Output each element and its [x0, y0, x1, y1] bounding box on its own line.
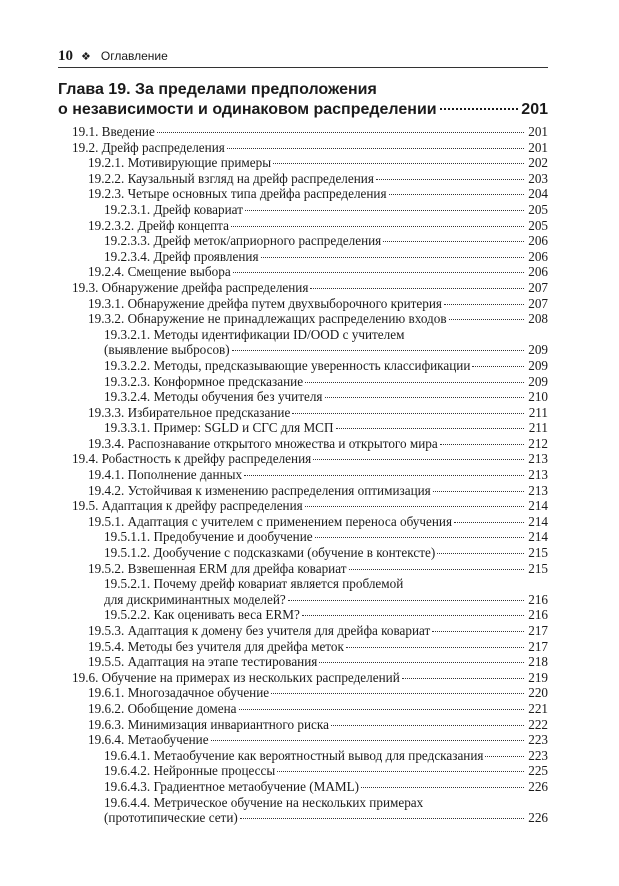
- dot-leader: [331, 725, 524, 726]
- toc-entry[interactable]: [58, 327, 548, 343]
- dot-leader: [437, 553, 524, 554]
- toc-entry[interactable]: [58, 155, 548, 171]
- toc-entry[interactable]: [58, 529, 548, 545]
- toc-entry-page: 216: [528, 591, 548, 607]
- toc-entry-page: 209: [528, 342, 548, 358]
- dot-leader: [485, 756, 524, 757]
- toc-entry[interactable]: [58, 311, 548, 327]
- toc-entry[interactable]: [58, 436, 548, 452]
- toc-entry[interactable]: [58, 124, 548, 140]
- toc-entry-title: 19.5.5. Адаптация на этапе тестирования: [88, 654, 318, 670]
- toc-entry-title: 19.5.1.2. Дообучение с подсказками (обучение в контексте): [104, 545, 436, 561]
- toc-entry-title: 19.3.2.4. Методы обучения без учителя: [104, 389, 323, 405]
- toc-entry-title: 19.6.4.1. Метаобучение как вероятностный вывод для предсказания: [104, 747, 484, 763]
- toc-entry[interactable]: [58, 810, 548, 826]
- toc-entry-page: 226: [528, 810, 548, 826]
- toc-entry-title: 19.6.4. Метаобучение: [88, 732, 209, 748]
- dot-leader: [346, 647, 524, 648]
- dot-leader: [277, 771, 524, 772]
- toc-entry-title: 19.6.4.4. Метрическое обучение на нескольких примерах: [104, 794, 424, 810]
- toc-entry-page: 213: [528, 467, 548, 483]
- dot-leader: [261, 257, 524, 258]
- toc-entry[interactable]: [58, 561, 548, 577]
- toc-entry[interactable]: [58, 233, 548, 249]
- toc-entry-title: 19.1. Введение: [72, 124, 155, 139]
- dot-leader: [432, 631, 524, 632]
- running-header: [58, 46, 548, 66]
- toc-entry-page: 226: [528, 778, 548, 794]
- toc-entry[interactable]: [58, 140, 548, 156]
- toc-entry-page: 207: [528, 279, 548, 295]
- toc-entry-title: 19.4.2. Устойчивая к изменению распределения оптимизация: [88, 482, 431, 498]
- dot-leader: [376, 179, 524, 180]
- dot-leader: [433, 491, 524, 492]
- toc-entry[interactable]: [58, 623, 548, 639]
- toc-entry-title: 19.5.2.1. Почему дрейф ковариат является проблемой: [104, 576, 404, 592]
- toc-entry[interactable]: [58, 576, 548, 592]
- toc-entry-page: 212: [528, 435, 548, 451]
- dot-leader: [440, 108, 519, 110]
- dot-leader: [310, 288, 524, 289]
- dot-leader: [313, 459, 524, 460]
- dot-leader: [444, 304, 524, 305]
- toc-entry-title: 19.6. Обучение на примерах из нескольких распределений: [72, 669, 400, 685]
- toc-entry-title: 19.3.2.2. Методы, предсказывающие уверенность классификации: [104, 357, 471, 373]
- dot-leader: [245, 210, 524, 211]
- toc-entry-page: 204: [528, 186, 548, 202]
- toc-entry-page: 214: [528, 498, 548, 514]
- chapter-title-line2-row: [58, 100, 548, 120]
- toc-entry-title: 19.2.3. Четыре основных типа дрейфа распределения: [88, 186, 387, 202]
- toc-entry[interactable]: [58, 732, 548, 748]
- toc-entry[interactable]: [58, 186, 548, 202]
- toc-entry[interactable]: [58, 358, 548, 374]
- toc-entry-page: 223: [528, 747, 548, 763]
- toc-entry-title: 19.3.2.3. Конформное предсказание: [104, 373, 304, 389]
- toc-entry-title: 19.3.2. Обнаружение не принадлежащих распределению входов: [88, 311, 447, 327]
- toc-entry-page: 206: [528, 264, 548, 280]
- dot-leader: [383, 241, 524, 242]
- toc-entry-title: 19.2.2. Каузальный взгляд на дрейф распределения: [88, 170, 374, 186]
- toc-entry-title: 19.5.1.1. Предобучение и дообучение: [104, 529, 313, 545]
- dot-leader: [240, 818, 524, 819]
- toc-entry[interactable]: [58, 483, 548, 499]
- toc-entry-title: 19.3.4. Распознавание открытого множества и открытого мира: [88, 435, 438, 451]
- toc-entry-page: 211: [528, 420, 548, 436]
- toc-entry[interactable]: [58, 779, 548, 795]
- toc-entry-title: 19.2. Дрейф распределения: [72, 139, 225, 155]
- toc-entry-page: 213: [528, 482, 548, 498]
- toc-entry-title: 19.3. Обнаружение дрейфа распределения: [72, 279, 309, 295]
- dot-leader: [227, 148, 524, 149]
- toc-entry[interactable]: [58, 467, 548, 483]
- toc-entry[interactable]: [58, 280, 548, 296]
- toc-entry[interactable]: [58, 202, 548, 218]
- dot-leader: [440, 444, 524, 445]
- dot-leader: [402, 678, 524, 679]
- toc-entry[interactable]: [58, 171, 548, 187]
- dot-leader: [449, 319, 524, 320]
- toc-entry-page: 206: [528, 248, 548, 264]
- dot-leader: [157, 132, 524, 133]
- toc-entry-page: 219: [528, 669, 548, 685]
- toc-entry[interactable]: [58, 264, 548, 280]
- toc-entry-title: 19.6.1. Многозадачное обучение: [88, 685, 270, 701]
- toc-entry[interactable]: [58, 685, 548, 701]
- toc-entry-page: 225: [528, 763, 548, 779]
- toc-entry-title: 19.5. Адаптация к дрейфу распределения: [72, 498, 303, 514]
- toc-entry[interactable]: [58, 607, 548, 623]
- chapter-title-line1: Глава 19. За пределами предположения: [58, 81, 377, 98]
- toc-entry-title: 19.2.3.2. Дрейф концепта: [88, 217, 229, 233]
- toc-entry-page: 201: [528, 124, 548, 139]
- toc-entry-title: 19.3.3.1. Пример: SGLD и СГС для МСП: [104, 420, 334, 436]
- toc-entry-page: 213: [528, 451, 548, 467]
- dot-leader: [232, 350, 524, 351]
- toc-entry-page: 211: [528, 404, 548, 420]
- dot-leader: [231, 226, 524, 227]
- chapter-title-line2: о независимости и одинаковом распределении: [58, 101, 437, 118]
- toc-entry[interactable]: [58, 405, 548, 421]
- toc-entry[interactable]: [58, 654, 548, 670]
- toc-entry-title: 19.6.4.2. Нейронные процессы: [104, 763, 276, 779]
- toc-entry-page: 205: [528, 217, 548, 233]
- toc-entry-page: 215: [528, 545, 548, 561]
- toc-entry-title: 19.2.3.1. Дрейф ковариат: [104, 201, 243, 217]
- dot-leader: [292, 413, 524, 414]
- toc-entry-page: 209: [528, 357, 548, 373]
- toc-entry-page: 215: [528, 560, 548, 576]
- dot-leader: [244, 475, 524, 476]
- toc-entry-title: 19.6.4.3. Градиентное метаобучение (MAML): [104, 778, 360, 794]
- dot-leader: [319, 662, 524, 663]
- toc-entry-title: 19.5.1. Адаптация с учителем с применением переноса обучения: [88, 513, 453, 529]
- toc-entry-page: 202: [528, 155, 548, 171]
- toc-entry[interactable]: [58, 748, 548, 764]
- toc-entry-title: 19.5.3. Адаптация к домену без учителя для дрейфа ковариат: [88, 623, 431, 638]
- toc-entry[interactable]: [58, 249, 548, 265]
- toc-entry-page: 201: [528, 139, 548, 155]
- toc-entry[interactable]: [58, 389, 548, 405]
- chapter-heading: [58, 80, 548, 120]
- dot-leader: [472, 366, 524, 367]
- toc-entry[interactable]: [58, 374, 548, 390]
- dot-leader: [336, 428, 524, 429]
- toc-entry-page: 203: [528, 170, 548, 186]
- toc-entry-title: 19.4. Робастность к дрейфу распределения: [72, 451, 312, 467]
- toc-entry-page: 223: [528, 732, 548, 748]
- page-number: 10: [58, 47, 73, 64]
- toc-entry[interactable]: [58, 763, 548, 779]
- toc-entry-title: 19.3.2.1. Методы идентификации ID/OOD с учителем: [104, 326, 405, 342]
- dot-leader: [233, 272, 524, 273]
- dot-leader: [302, 615, 524, 616]
- toc-entry-page: 208: [528, 311, 548, 327]
- dot-leader: [305, 382, 524, 383]
- toc-entry-title: 19.2.1. Мотивирующие примеры: [88, 155, 272, 171]
- toc-entry-page: 217: [528, 623, 548, 638]
- toc-entry[interactable]: [58, 218, 548, 234]
- toc-entry-title: (выявление выбросов): [104, 342, 230, 358]
- toc-entry-page: 205: [528, 201, 548, 217]
- toc-entry-title: 19.6.3. Минимизация инвариантного риска: [88, 716, 329, 732]
- toc-entry[interactable]: [58, 420, 548, 436]
- toc-entry-page: 210: [528, 389, 548, 405]
- toc-entry-title: 19.5.2.2. Как оценивать веса ERM?: [104, 607, 300, 623]
- toc-entry[interactable]: [58, 342, 548, 358]
- toc-entry[interactable]: [58, 498, 548, 514]
- toc-entry-title: 19.6.2. Обобщение домена: [88, 700, 237, 716]
- toc-entry-page: 218: [528, 654, 548, 670]
- toc-entry[interactable]: [58, 717, 548, 733]
- toc-entry-title: 19.2.3.3. Дрейф меток/априорного распределения: [104, 233, 382, 249]
- toc-entry[interactable]: [58, 639, 548, 655]
- toc-entry[interactable]: [58, 701, 548, 717]
- dot-leader: [315, 537, 524, 538]
- dot-leader: [389, 194, 524, 195]
- dot-leader: [454, 522, 524, 523]
- dot-leader: [325, 397, 525, 398]
- toc-entry-title: 19.5.4. Методы без учителя для дрейфа меток: [88, 638, 344, 654]
- dot-leader: [239, 709, 524, 710]
- toc-entry-title: 19.3.1. Обнаружение дрейфа путем двухвыборочного критерия: [88, 295, 442, 311]
- toc-entry-page: 216: [528, 607, 548, 623]
- toc-entry[interactable]: [58, 545, 548, 561]
- toc-list: [58, 124, 548, 826]
- dot-leader: [361, 787, 524, 788]
- dot-leader: [211, 740, 524, 741]
- toc-entry-title: 19.3.3. Избирательное предсказание: [88, 404, 291, 420]
- toc-entry[interactable]: [58, 795, 548, 811]
- header-rule: [58, 67, 548, 68]
- toc-entry-title: (прототипические сети): [104, 810, 238, 826]
- toc-entry-title: 19.5.2. Взвешенная ERM для дрейфа ковариат: [88, 560, 347, 576]
- toc-entry[interactable]: [58, 296, 548, 312]
- toc-entry-title: 19.4.1. Пополнение данных: [88, 467, 243, 483]
- toc-entry-page: 222: [528, 716, 548, 732]
- toc-entry-title: 19.2.4. Смещение выбора: [88, 264, 231, 280]
- toc-entry-title: для дискриминантных моделей?: [104, 591, 286, 607]
- toc-entry[interactable]: [58, 451, 548, 467]
- toc-entry[interactable]: [58, 514, 548, 530]
- toc-entry-page: 217: [528, 638, 548, 654]
- dot-leader: [349, 569, 524, 570]
- ornament-icon: ❖: [81, 49, 91, 63]
- toc-entry[interactable]: [58, 670, 548, 686]
- dot-leader: [288, 600, 524, 601]
- toc-entry-page: 209: [528, 373, 548, 389]
- toc-entry-title: 19.2.3.4. Дрейф проявления: [104, 248, 259, 264]
- dot-leader: [273, 163, 524, 164]
- chapter-page: 201: [521, 101, 548, 118]
- toc-entry-page: 207: [528, 295, 548, 311]
- toc-entry-page: 214: [528, 529, 548, 545]
- toc-entry-page: 206: [528, 233, 548, 249]
- running-title: Оглавление: [100, 49, 168, 63]
- toc-entry-page: 220: [528, 685, 548, 701]
- dot-leader: [305, 506, 524, 507]
- toc-entry[interactable]: [58, 592, 548, 608]
- dot-leader: [271, 693, 524, 694]
- toc-entry-page: 221: [528, 700, 548, 716]
- toc-entry-page: 214: [528, 513, 548, 529]
